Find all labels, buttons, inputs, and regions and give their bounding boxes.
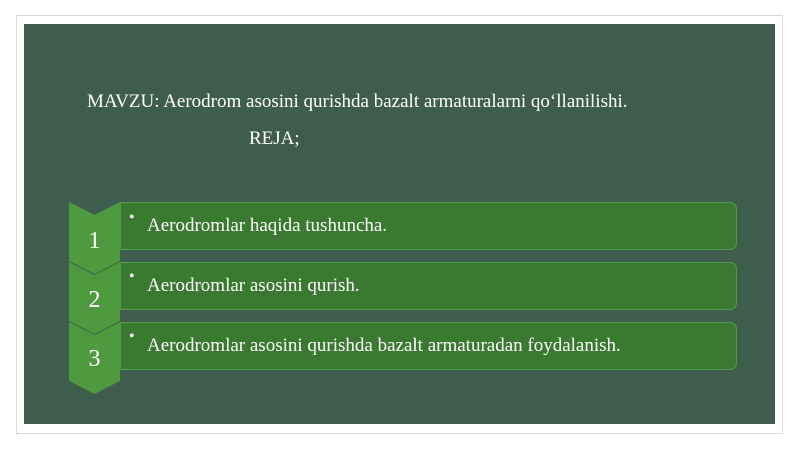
bullet-icon: •: [129, 268, 135, 285]
bullet-icon: •: [129, 328, 135, 345]
slide-subtitle: REJA;: [249, 128, 300, 149]
bullet-icon: •: [129, 209, 135, 226]
list-item-number-2: 2: [88, 287, 101, 313]
slide-title: MAVZU: Aerodrom asosini qurishda bazalt armaturalarni qo‘llanilishi.: [87, 91, 628, 112]
list-item-number-1: 1: [88, 228, 101, 254]
list-item-text-2: Aerodromlar asosini qurish.: [147, 275, 360, 296]
list-item-number-3: 3: [88, 346, 101, 372]
list-item-text-1: Aerodromlar haqida tushuncha.: [147, 215, 388, 236]
list-item-text-3: Aerodromlar asosini qurishda bazalt armaturadan foydalanish.: [147, 335, 621, 356]
